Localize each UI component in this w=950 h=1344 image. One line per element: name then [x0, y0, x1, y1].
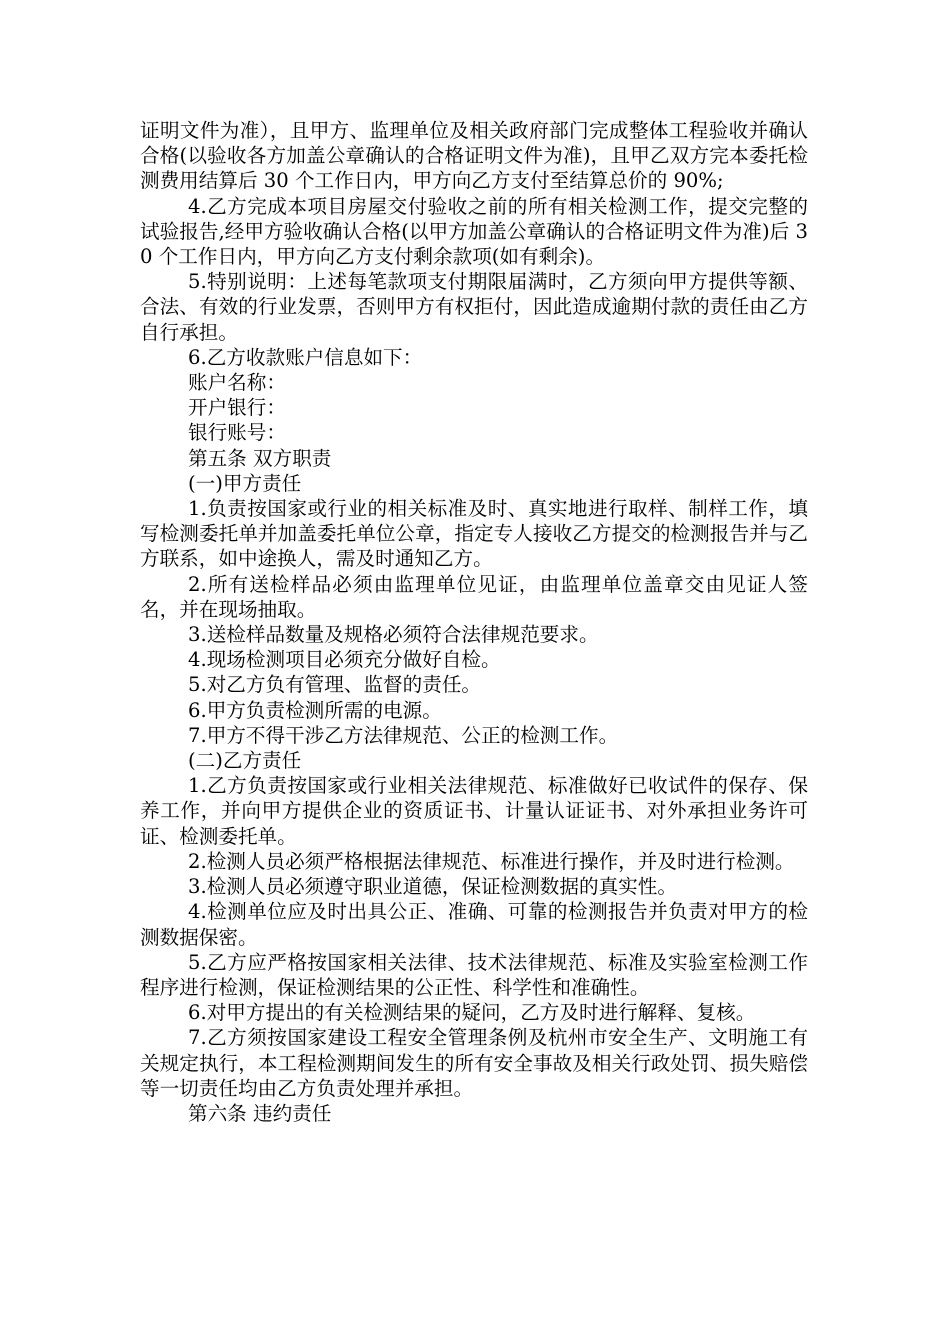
account-number-field: 银行账号：	[188, 421, 286, 445]
party-b-duty-3: 3.检测人员必须遵守职业道德，保证检测数据的真实性。	[188, 875, 677, 899]
party-a-duty-7: 7.甲方不得干涉乙方法律规范、公正的检测工作。	[188, 723, 619, 747]
party-b-duty-5: 5.乙方应严格按国家相关法律、技术法律规范、标准及实验室检测工作程序进行检测，保证检测结果的公正性、科学性和准确性。	[140, 950, 808, 999]
payment-clause-5: 5.特别说明：上述每笔款项支付期限届满时，乙方须向甲方提供等额、合法、有效的行业发票，否则甲方有权拒付，因此造成逾期付款的责任由乙方自行承担。	[140, 270, 808, 344]
party-a-duty-1: 1.负责按国家或行业的相关标准及时、真实地进行取样、制样工作，填写检测委托单并加盖委托单位公章，指定专人接收乙方提交的检测报告并与乙方联系，如中途换人，需及时通知乙方。	[140, 497, 808, 571]
account-name-field: 账户名称：	[188, 371, 286, 395]
party-b-duty-2: 2.检测人员必须严格根据法律规范、标准进行操作，并及时进行检测。	[188, 849, 795, 873]
party-b-duties-heading: (二)乙方责任	[188, 749, 302, 773]
article-5-heading: 第五条 双方职责	[188, 446, 332, 470]
party-a-duties-heading: (一)甲方责任	[188, 471, 302, 495]
party-a-duty-5: 5.对乙方负有管理、监督的责任。	[188, 673, 482, 697]
party-a-duty-6: 6.甲方负责检测所需的电源。	[188, 698, 442, 722]
party-b-duty-6: 6.对甲方提出的有关检测结果的疑问，乙方及时进行解释、复核。	[188, 1001, 756, 1025]
bank-name-field: 开户银行：	[188, 396, 286, 420]
party-b-duty-1: 1.乙方负责按国家或行业相关法律规范、标准做好已收试件的保存、保养工作，并向甲方提供企业的资质证书、计量认证证书、对外承担业务许可证、检测委托单。	[140, 774, 808, 848]
party-a-duty-3: 3.送检样品数量及规格必须符合法律规范要求。	[188, 623, 599, 647]
payment-clause-6: 6.乙方收款账户信息如下：	[188, 345, 423, 369]
party-a-duty-4: 4.现场检测项目必须充分做好自检。	[188, 648, 501, 672]
party-b-duty-4: 4.检测单位应及时出具公正、准确、可靠的检测报告并负责对甲方的检测数据保密。	[140, 900, 808, 949]
payment-clause-continuation: 证明文件为准），且甲方、监理单位及相关政府部门完成整体工程验收并确认合格(以验收各方加盖公章确认的合格证明文件为准)，且甲乙双方完本委托检测费用结算后 30 个工作日内，甲方向乙方支付至结算总价的 90%;	[140, 119, 808, 193]
document-page	[140, 118, 808, 1126]
article-6-heading: 第六条 违约责任	[188, 1101, 332, 1125]
payment-clause-4: 4.乙方完成本项目房屋交付验收之前的所有相关检测工作，提交完整的试验报告,经甲方验收确认合格(以甲方加盖公章确认的合格证明文件为准)后 30 个工作日内，甲方向乙方支付剩余款项(如有剩余)。	[140, 194, 808, 269]
party-a-duty-2: 2.所有送检样品必须由监理单位见证，由监理单位盖章交由见证人签名，并在现场抽取。	[140, 572, 808, 621]
party-b-duty-7: 7.乙方须按国家建设工程安全管理条例及杭州市安全生产、文明施工有关规定执行，本工程检测期间发生的所有安全事故及相关行政处罚、损失赔偿等一切责任均由乙方负责处理并承担。	[140, 1026, 808, 1100]
